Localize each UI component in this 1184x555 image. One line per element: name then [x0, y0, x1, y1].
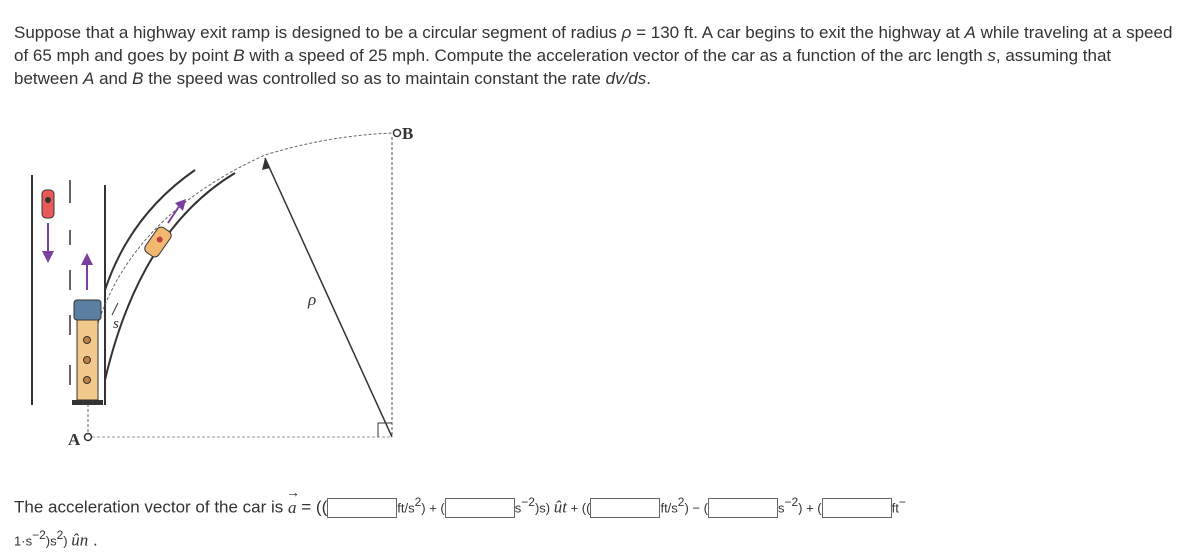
label-s: s — [113, 316, 119, 332]
operator-text: + (( — [566, 500, 591, 516]
unit-exponent: −2 — [521, 495, 535, 509]
unit-text: s — [777, 500, 785, 516]
rho-symbol: ρ — [621, 23, 632, 42]
problem-text: = 130 ft. A car begins to exit the highway at — [631, 23, 965, 42]
normal-unit-vector: ûn — [71, 530, 89, 550]
rate-symbol: dv/ds — [605, 69, 647, 88]
period-text: . — [88, 530, 98, 550]
car-highway-icon — [42, 190, 54, 263]
unit-text: ft — [891, 500, 899, 516]
point-a-ref: A — [964, 23, 976, 42]
unit-text: ft/s — [397, 500, 415, 516]
unit-text: ft/s — [660, 500, 678, 516]
radius-line — [265, 158, 392, 437]
car-ramp-icon — [143, 225, 173, 259]
operator-text: ) + ( — [798, 500, 822, 516]
right-angle-marker — [378, 423, 392, 437]
acceleration-vector-symbol: → a — [288, 495, 297, 521]
operator-text: ) − ( — [684, 500, 708, 516]
unit-exponent: 2 — [56, 527, 64, 542]
ramp-outer-edge — [105, 173, 235, 380]
answer-blank-5[interactable] — [822, 498, 892, 518]
operator-text: )s — [45, 533, 57, 549]
unit-exponent: 2 — [414, 495, 422, 509]
operator-text: ) + ( — [421, 500, 445, 516]
problem-text: with a speed of 25 mph. Compute the acceleration vector of the car as a function of the arc length — [244, 46, 988, 65]
unit-exponent: 2 — [677, 495, 685, 509]
unit-exponent: −2 — [784, 495, 799, 509]
label-rho: ρ — [308, 290, 317, 309]
tangent-unit-vector: ût — [553, 497, 567, 517]
problem-text: the speed was controlled so as to maintain constant the rate — [143, 69, 606, 88]
point-a-marker — [85, 434, 92, 441]
arc-length-symbol: s — [987, 46, 996, 65]
problem-text: and — [94, 69, 133, 88]
point-a-ref: A — [83, 69, 95, 88]
exit-ramp-figure — [0, 115, 430, 455]
unit-text: s — [514, 500, 522, 516]
problem-text: , assuming that between — [14, 46, 1112, 88]
truck-icon — [72, 253, 103, 405]
unit-text: ·s — [21, 533, 33, 549]
unit-exponent: −2 — [32, 527, 46, 542]
answer-blank-4[interactable] — [708, 498, 778, 518]
s-arrow — [112, 303, 118, 315]
answer-line-1 — [14, 489, 1179, 522]
answer-lead-text: The acceleration vector of the car is — [14, 497, 289, 517]
answer-blank-3[interactable] — [590, 498, 660, 518]
ramp-centerline — [88, 133, 395, 437]
point-b-ref: B — [233, 46, 245, 65]
operator-text: )s) — [534, 500, 554, 516]
problem-statement — [14, 21, 1179, 90]
operator-text: ) — [63, 533, 72, 549]
velocity-arrowhead — [81, 253, 93, 265]
point-b-ref: B — [132, 69, 144, 88]
answer-blank-2[interactable] — [445, 498, 515, 518]
problem-text: Suppose that a highway exit ramp is designed to be a circular segment of radius — [14, 23, 622, 42]
unit-exponent: − — [898, 495, 906, 509]
answer-blank-1[interactable] — [327, 498, 397, 518]
velocity-arrowhead — [42, 251, 54, 263]
answer-line-2 — [14, 522, 1179, 555]
equals-text: = (( — [301, 497, 328, 517]
problem-text: while traveling at a speed of 65 mph and goes by point — [14, 23, 1173, 65]
ramp-inner-edge — [105, 170, 195, 290]
point-b-marker — [394, 130, 401, 137]
label-a: A — [68, 430, 81, 449]
unit-text: 1 — [14, 533, 22, 549]
answer-section — [14, 489, 1179, 554]
label-b: B — [402, 124, 414, 143]
problem-text: . — [646, 69, 651, 88]
